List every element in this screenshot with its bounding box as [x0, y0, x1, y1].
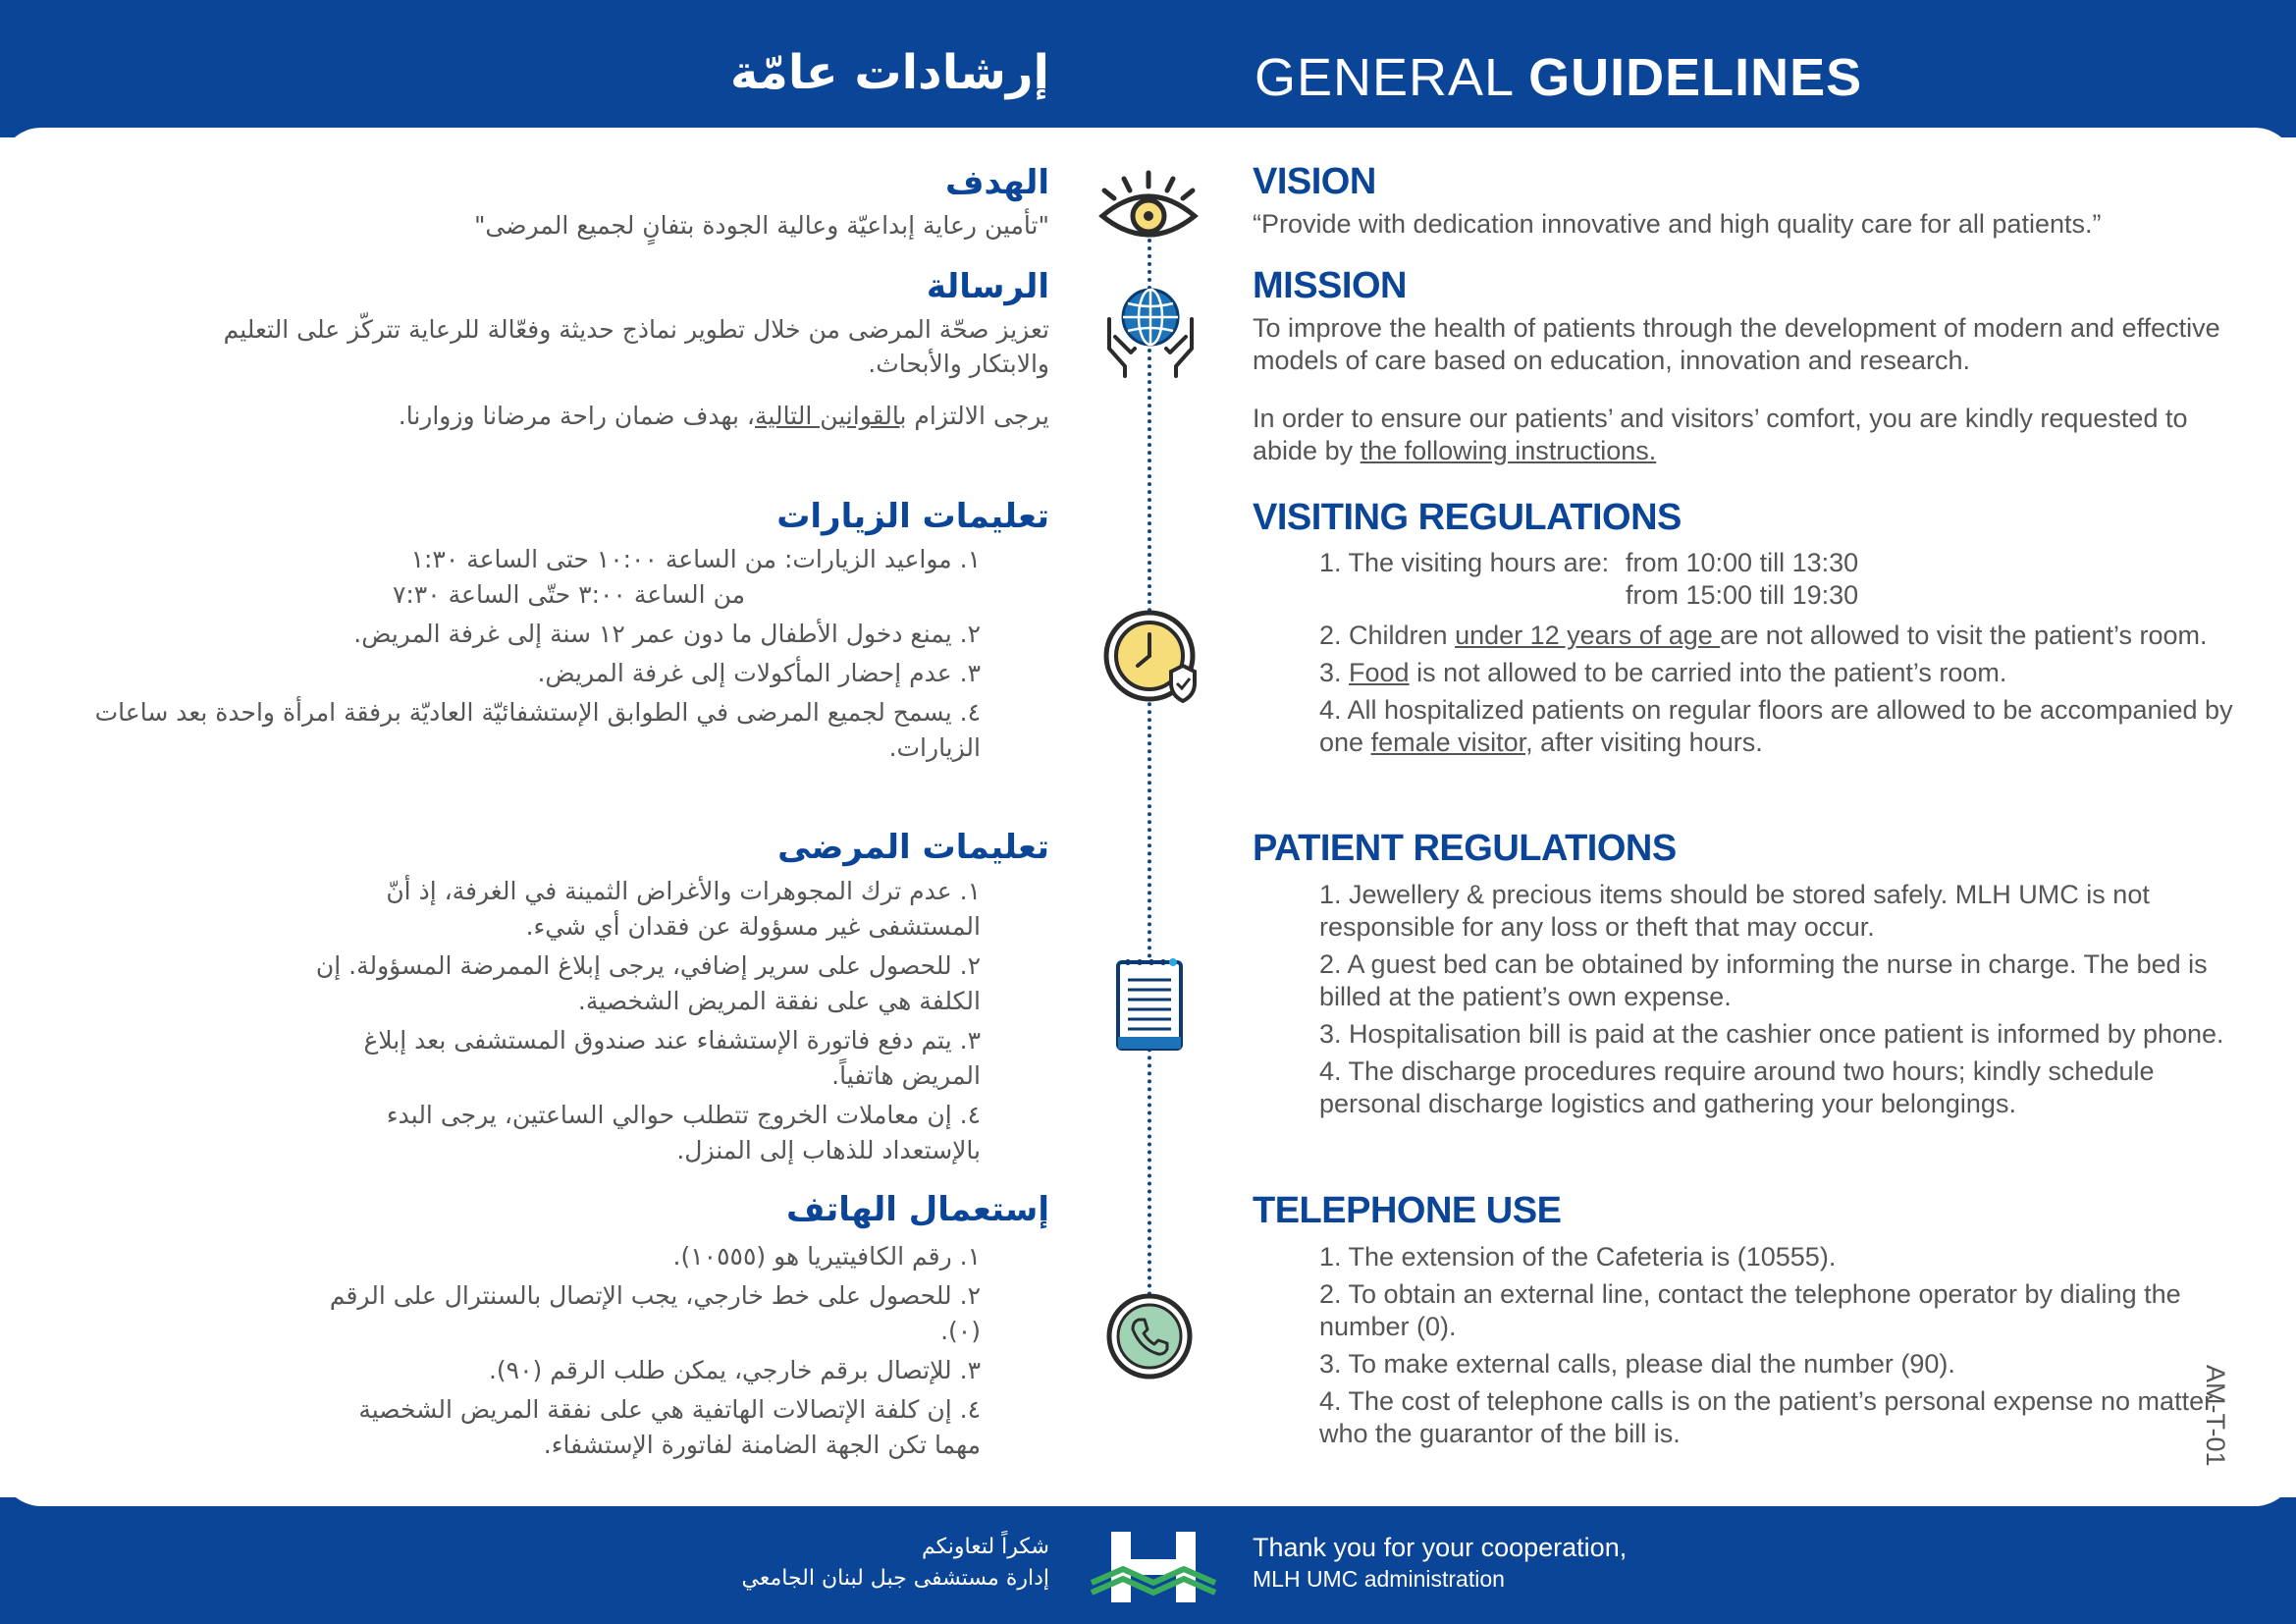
visiting-heading-en: VISITING REGULATIONS [1253, 497, 1682, 538]
intro-text-ar [166, 399, 1049, 433]
telephone-heading-ar: إستعمال الهاتف [786, 1190, 1049, 1229]
header-band [0, 0, 2296, 137]
mission-text-ar: تعزيز صحّة المرضى من خلال تطوير نماذج حديثة وفعّالة للرعاية تتركّز على التعليم والابتكار والأبحاث. [223, 315, 1049, 378]
visiting-hours-2: from 15:00 till 19:30 [1626, 580, 1859, 610]
phone-icon [1105, 1292, 1194, 1380]
footer-admin-en: MLH UMC administration [1253, 1566, 1505, 1592]
vision-heading-en: VISION [1253, 161, 1376, 202]
vision-text-ar: "تأمين رعاية إبداعيّة وعالية الجودة بتفانٍ لجميع المرضى" [473, 211, 1049, 240]
item-text: 2. Children [1319, 621, 1456, 650]
footer-text-en [1253, 1532, 1627, 1595]
page-title-ar: إرشادات عامّة [730, 45, 1049, 100]
list-item: 1. The extension of the Cafeteria is (10555). [1319, 1242, 1837, 1272]
footer-thanks-ar: شكراً لتعاونكم [921, 1535, 1049, 1559]
list-item: ٣. عدم إحضار المأكولات إلى غرفة المريض. [537, 659, 981, 687]
item-underlined: under 12 years of age [1455, 621, 1721, 650]
vision-heading-ar: الهدف [944, 163, 1049, 202]
list-item [1319, 694, 2242, 759]
notepad-icon [1114, 954, 1185, 1053]
visiting-list-en [1319, 547, 2242, 764]
item-text: are not allowed to visit the patient’s room. [1720, 621, 2208, 650]
vision-text-en: “Provide with dedication innovative and high quality care for all patients.” [1253, 209, 2102, 239]
footer-admin-ar: إدارة مستشفى جبل لبنان الجامعي [741, 1566, 1049, 1591]
list-item: ٤. إن معاملات الخروج تتطلب حوالي الساعتين، يرجى البدء بالإستعداد للذهاب إلى المنزل. [386, 1101, 981, 1164]
list-item: ١. مواعيد الزيارات: من الساعة ١٠:٠٠ حتى الساعة ١:٣٠ [410, 545, 981, 573]
item-text: 3. [1319, 658, 1350, 687]
eye-icon [1095, 169, 1202, 247]
telephone-list-en [1319, 1241, 2242, 1455]
patient-heading-en: PATIENT REGULATIONS [1253, 828, 1677, 869]
page-title-en [1255, 47, 1862, 108]
list-item: 4. The discharge procedures require around two hours; kindly schedule personal discharge logistics and gathering your belongings. [1319, 1056, 2155, 1118]
list-item: 2. To obtain an external line, contact the telephone operator by dialing the number (0). [1319, 1279, 2181, 1341]
item-text: after visiting hours. [1532, 728, 1763, 757]
patient-heading-ar: تعليمات المرضى [777, 828, 1049, 867]
item-text: is not allowed to be carried into the patient’s room. [1409, 658, 2007, 687]
visiting-heading-ar: تعليمات الزيارات [776, 497, 1049, 536]
footer-text-ar [742, 1532, 1049, 1595]
list-item: ١. عدم ترك المجوهرات والأغراض الثمينة في الغرفة، إذ أنّ المستشفى غير مسؤولة عن فقدان أي شيء. [386, 877, 981, 941]
item-underlined: Food [1349, 658, 1410, 687]
list-item: 1. Jewellery & precious items should be stored safely. MLH UMC is not responsible for any loss or theft that may occur. [1319, 880, 2150, 942]
telephone-heading-en: TELEPHONE USE [1253, 1190, 1562, 1231]
globe-hands-icon [1101, 280, 1200, 378]
list-item: ١. رقم الكافيتيريا هو (١٠٥٥٥). [672, 1242, 981, 1271]
list-item: من الساعة ٣:٠٠ حتّى الساعة ٧:٣٠ [392, 580, 745, 609]
visiting-hours-1: from 10:00 till 13:30 [1626, 548, 1859, 577]
list-item: ٣. يتم دفع فاتورة الإستشفاء عند صندوق المستشفى بعد إبلاغ المريض هاتفياً. [363, 1026, 981, 1090]
list-item [1319, 547, 2242, 612]
list-item: ٢. للحصول على خط خارجي، يجب الإتصال بالسنترال على الرقم (٠). [329, 1281, 981, 1345]
instructions-link-ar: بالقوانين التالية [755, 402, 907, 430]
mission-heading-ar: الرسالة [926, 267, 1049, 306]
intro-text-en [1253, 403, 2239, 467]
list-item: ٣. للإتصال برقم خارجي، يمكن طلب الرقم (٩٠). [488, 1356, 981, 1384]
list-item: 4. The cost of telephone calls is on the patient’s personal expense no matter who the guarantor of the bill is. [1319, 1386, 2214, 1448]
list-item: ٤. يسمح لجميع المرضى في الطوابق الإستشفائيّة العاديّة برفقة امرأة واحدة بعد ساعات الزيارات. [94, 698, 981, 762]
list-item: 3. Hospitalisation bill is paid at the cashier once patient is informed by phone. [1319, 1019, 2224, 1049]
list-item [1319, 657, 2242, 689]
mission-text-en: To improve the health of patients through the development of modern and effective models of care based on education, innovation and research. [1253, 313, 2220, 375]
telephone-list-ar [313, 1239, 981, 1467]
item-underlined: female visitor, [1370, 728, 1533, 757]
list-item [1319, 620, 2242, 652]
visiting-list-ar [78, 542, 981, 770]
list-item: 2. A guest bed can be obtained by informing the nurse in charge. The bed is billed at the patient’s own expense. [1319, 949, 2208, 1011]
timeline-dotted-line [1148, 231, 1151, 1360]
intro-text: In order to ensure our patients’ and visitors’ comfort, you are kindly requested to abide by [1253, 404, 2188, 465]
mission-heading-en: MISSION [1253, 265, 1407, 306]
title-bold: GUIDELINES [1528, 48, 1863, 107]
document-code: AM-T-01 [2201, 1365, 2230, 1467]
item-text: 4. All hospitalized patients on regular floors are allowed to be accompanied by one [1319, 695, 2233, 757]
patient-list-en [1319, 879, 2242, 1125]
visiting-hours-label: 1. The visiting hours are: [1319, 548, 1610, 577]
list-item: 3. To make external calls, please dial the number (90). [1319, 1349, 1955, 1379]
footer-thanks-en: Thank you for your cooperation, [1253, 1533, 1628, 1562]
hospital-logo [1090, 1530, 1217, 1604]
list-item: ٢. يمنع دخول الأطفال ما دون عمر ١٢ سنة إلى غرفة المريض. [353, 620, 981, 648]
patient-list-ar [294, 874, 981, 1172]
intro-ar-after: ، بهدف ضمان راحة مرضانا وزوارنا. [398, 402, 755, 430]
list-item: ٤. إن كلفة الإتصالات الهاتفية هي على نفقة المريض الشخصية مهما تكن الجهة الضامنة لفاتورة الإستشفاء. [358, 1395, 981, 1459]
clock-shield-icon [1102, 607, 1201, 705]
title-light: GENERAL [1255, 48, 1514, 107]
instructions-link: the following instructions. [1360, 436, 1657, 465]
intro-ar-before: يرجى الالتزام [906, 402, 1049, 430]
list-item: ٢. للحصول على سرير إضافي، يرجى إبلاغ الممرضة المسؤولة. إن الكلفة هي على نفقة المريض الشخصية. [315, 951, 981, 1015]
